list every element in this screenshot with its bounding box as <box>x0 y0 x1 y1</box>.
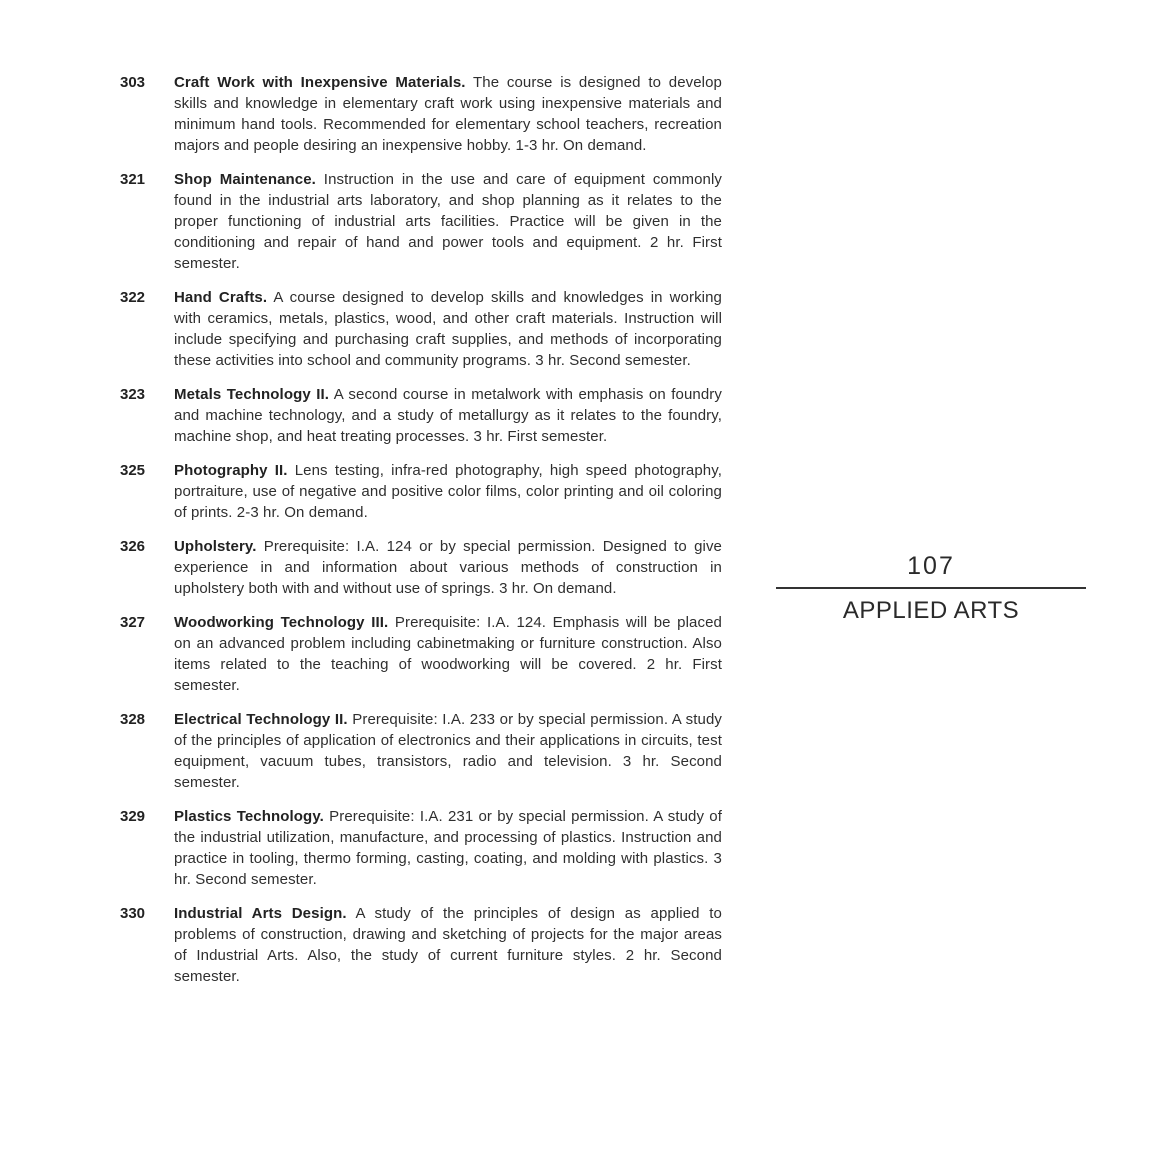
course-title: Industrial Arts Design. <box>174 905 347 922</box>
course-body <box>174 460 722 523</box>
course-description: Prerequisite: I.A. 231 or by special permission. A study of the industrial utilization, manufacture, and processing of plastics. Instruction and practice in tooling, thermo forming, casting, coating, and molding with plastics. 3 hr. Second semester. <box>174 808 722 888</box>
course-title: Hand Crafts. <box>174 289 268 306</box>
course-number: 323 <box>120 386 146 403</box>
course-body <box>174 72 722 156</box>
course-list <box>120 72 722 1000</box>
course-description: Prerequisite: I.A. 124 or by special permission. Designed to give experience in and information about various methods of construction in upholstery both with and without use of springs. 3 hr. On demand. <box>174 538 722 597</box>
course-number: 325 <box>120 462 146 479</box>
course-number: 303 <box>120 74 146 91</box>
course-body <box>174 806 722 890</box>
course-entry-303 <box>120 72 722 156</box>
course-entry-322 <box>120 287 722 371</box>
course-number: 328 <box>120 711 146 728</box>
course-description: Prerequisite: I.A. 233 or by special permission. A study of the principles of application of electronics and their applications in circuits, test equipment, vacuum tubes, transistors, radio and television. 3 hr. Second semester. <box>174 711 722 791</box>
course-entry-327 <box>120 612 722 696</box>
course-title: Metals Technology II. <box>174 386 330 403</box>
course-body <box>174 169 722 274</box>
course-title: Shop Maintenance. <box>174 171 316 188</box>
course-title: Photography II. <box>174 462 288 479</box>
course-description: A course designed to develop skills and knowledges in working with ceramics, metals, plastics, wood, and other craft materials. Instruction will include specifying and purchasing craft supplies, and methods of incorporating these activities into school and community programs. 3 hr. Second semester. <box>174 289 722 369</box>
course-body <box>174 709 722 793</box>
page-number: 107 <box>907 552 955 580</box>
course-entry-328 <box>120 709 722 793</box>
section-title: APPLIED ARTS <box>842 597 1020 624</box>
course-number: 329 <box>120 808 146 825</box>
course-description: Prerequisite: I.A. 124. Emphasis will be placed on an advanced problem including cabinetmaking or furniture construction. Also items related to the teaching of woodworking will be covered. 2 hr. First semester. <box>174 614 722 694</box>
course-description: Instruction in the use and care of equipment commonly found in the industrial arts laboratory, and shop planning as it relates to the proper functioning of industrial arts facilities. Practice will be given in the conditioning and repair of hand and power tools and equipment. 2 hr. First semester. <box>174 171 722 272</box>
course-title: Plastics Technology. <box>174 808 324 825</box>
course-description: A second course in metalwork with emphasis on foundry and machine technology, and a study of metallurgy as it relates to the foundry, machine shop, and heat treating processes. 3 hr. First semester. <box>174 386 722 445</box>
course-entry-323 <box>120 384 722 447</box>
course-number: 326 <box>120 538 146 555</box>
course-body <box>174 384 722 447</box>
course-body <box>174 903 722 987</box>
course-body <box>174 612 722 696</box>
course-entry-325 <box>120 460 722 523</box>
course-body <box>174 536 722 599</box>
course-title: Craft Work with Inexpensive Materials. <box>174 74 466 91</box>
course-number: 327 <box>120 614 146 631</box>
course-body <box>174 287 722 371</box>
course-description: A study of the principles of design as applied to problems of construction, drawing and sketching of projects for the major areas of Industrial Arts. Also, the study of current furniture styles. 2 hr. Second semester. <box>174 905 722 985</box>
course-entry-330 <box>120 903 722 987</box>
course-number: 322 <box>120 289 146 306</box>
course-title: Electrical Technology II. <box>174 711 348 728</box>
course-description: The course is designed to develop skills and knowledge in elementary craft work using inexpensive materials and minimum hand tools. Recommended for elementary school teachers, recreation majors and people desiring an inexpensive hobby. 1-3 hr. On demand. <box>174 74 722 154</box>
course-description: Lens testing, infra-red photography, high speed photography, portraiture, use of negative and positive color films, color printing and oil coloring of prints. 2-3 hr. On demand. <box>174 462 722 521</box>
section-header <box>776 548 1086 625</box>
divider-rule <box>776 587 1086 589</box>
course-entry-326 <box>120 536 722 599</box>
course-number: 321 <box>120 171 146 188</box>
course-entry-321 <box>120 169 722 274</box>
course-title: Woodworking Technology III. <box>174 614 389 631</box>
course-entry-329 <box>120 806 722 890</box>
course-title: Upholstery. <box>174 538 257 555</box>
course-number: 330 <box>120 905 146 922</box>
